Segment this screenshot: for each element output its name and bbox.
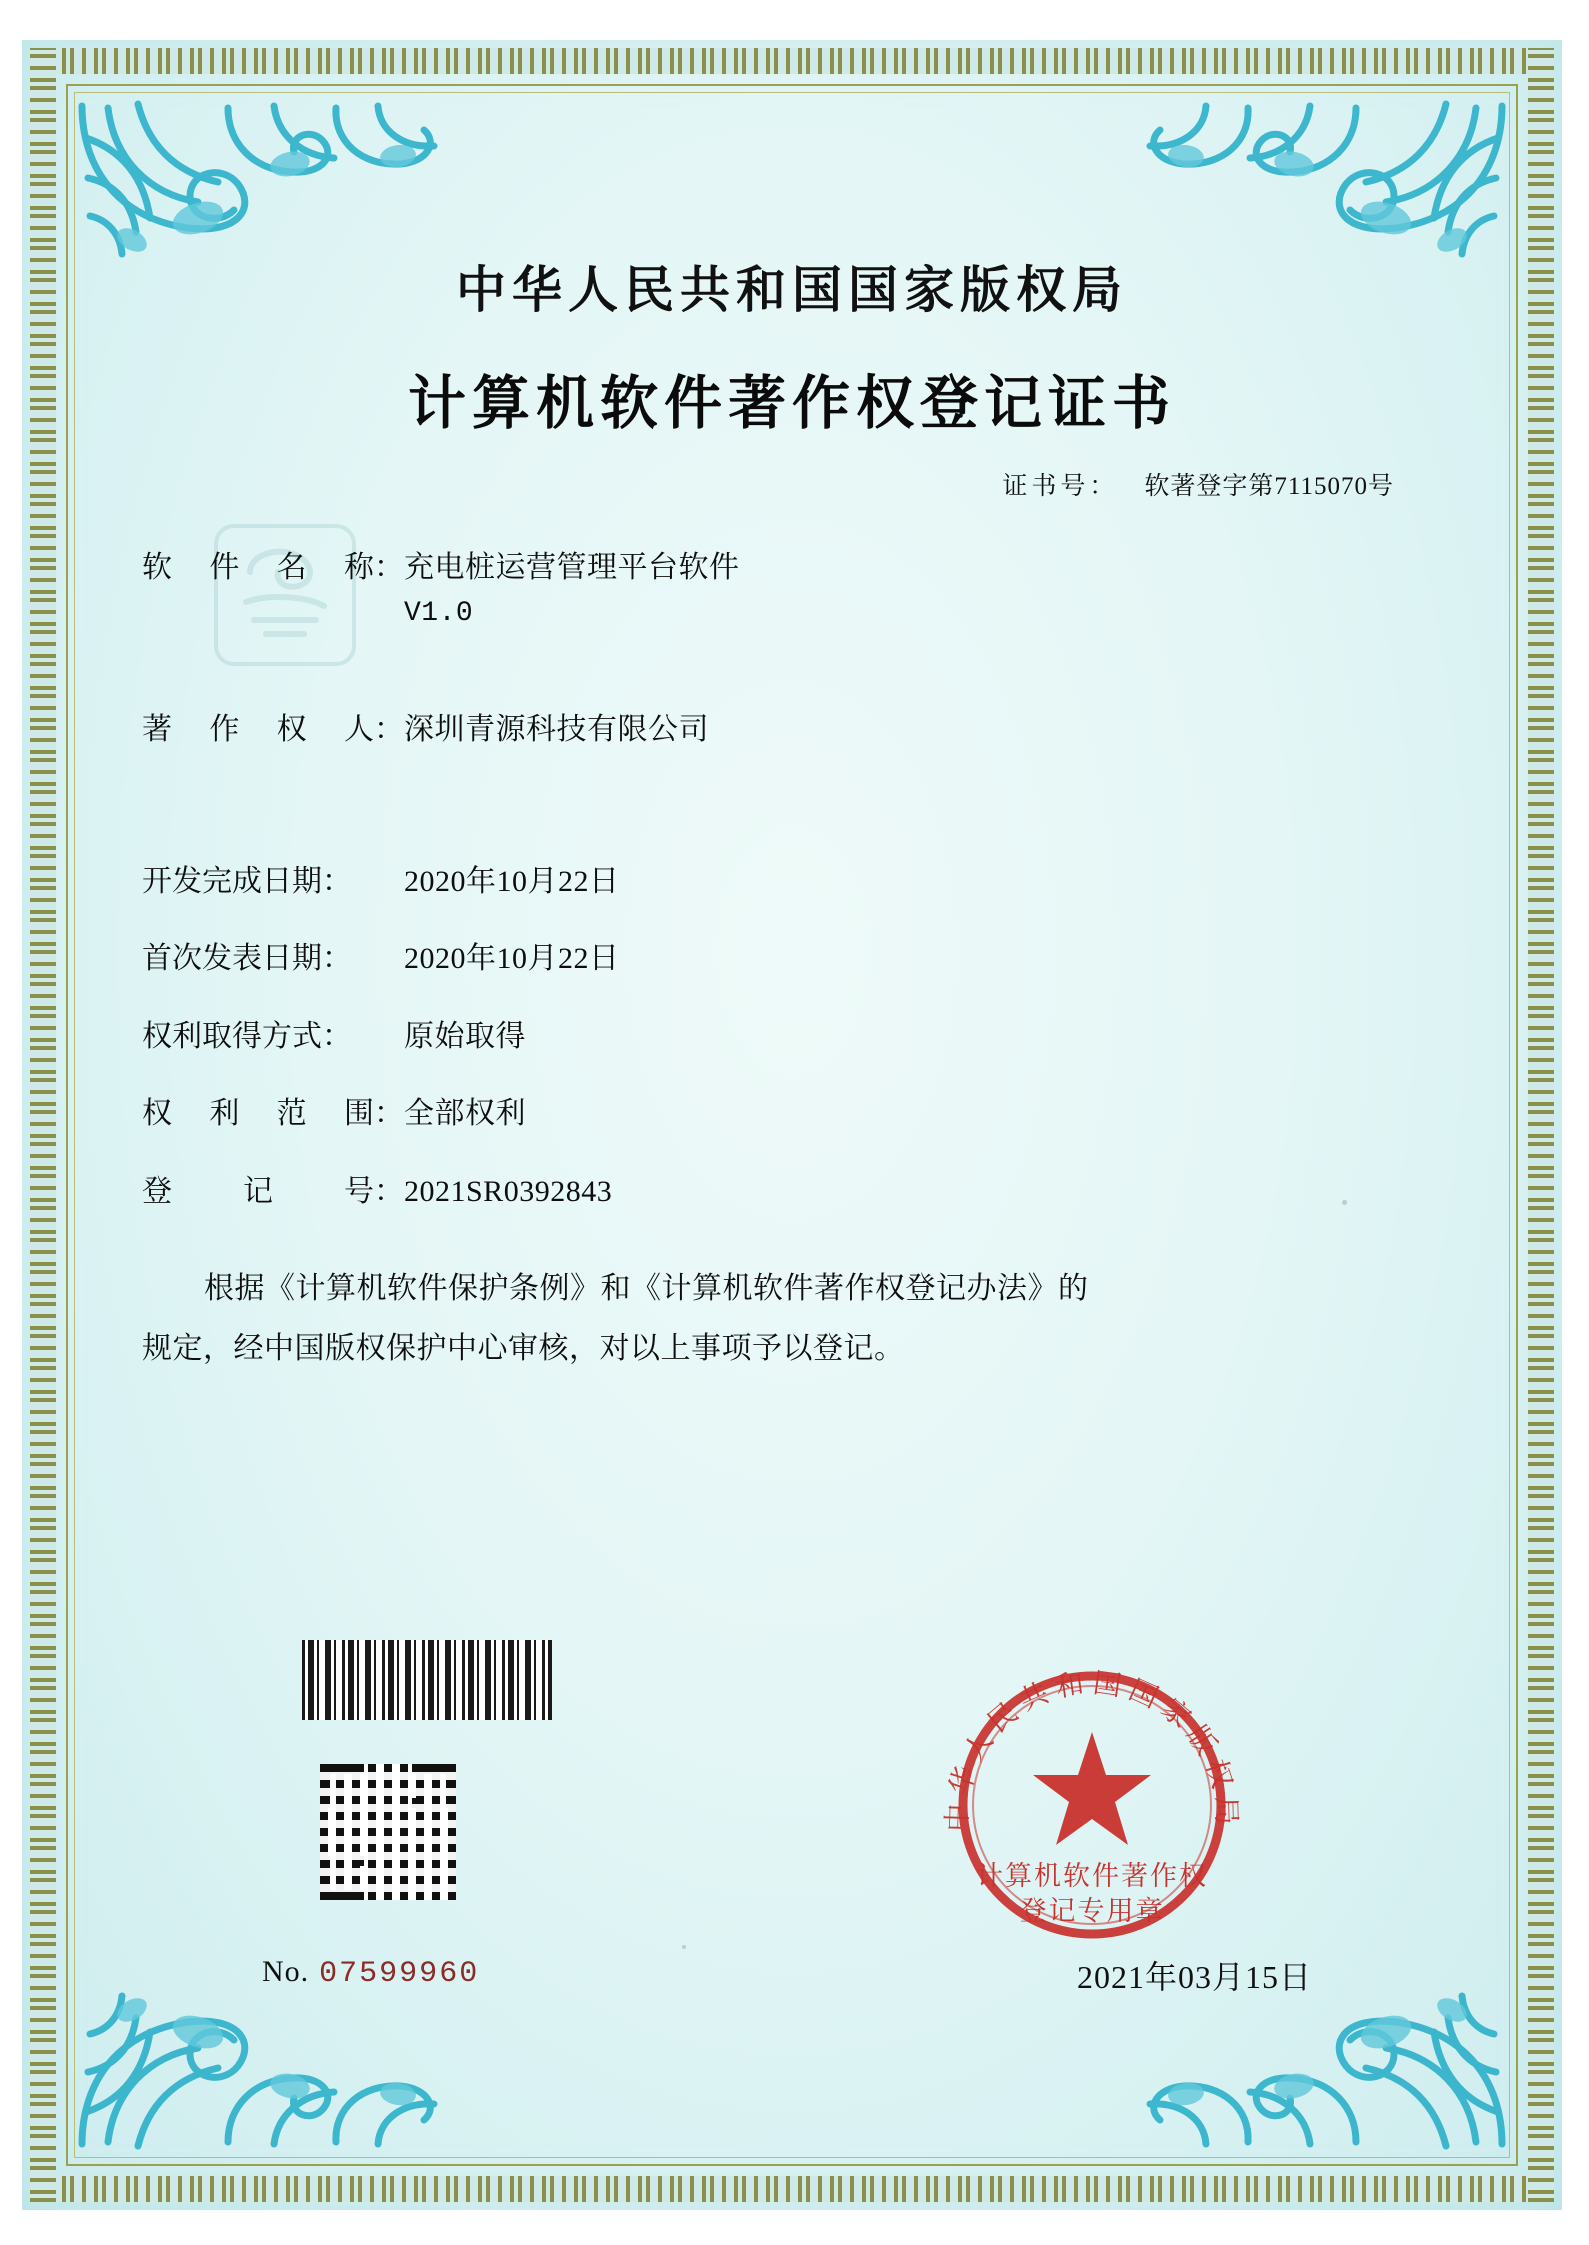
certificate-content bbox=[142, 250, 1442, 1379]
label-char: 登 bbox=[142, 1174, 172, 1208]
certificate-number-label: 证书号： bbox=[1002, 473, 1119, 500]
paper-speck bbox=[1342, 1200, 1347, 1205]
field-development-date bbox=[142, 860, 1442, 904]
label-char: 号： bbox=[344, 1174, 404, 1208]
label-char: 权 bbox=[276, 713, 307, 747]
issue-date: 2021年03月15日 bbox=[1076, 1959, 1312, 1995]
label-char: 名 bbox=[276, 551, 307, 584]
label-char: 范 bbox=[276, 1097, 307, 1131]
field-registration-number bbox=[142, 1170, 1442, 1214]
ornament-top-right bbox=[1126, 98, 1506, 268]
field-registration-number-value: 2021SR0392843 bbox=[404, 1174, 613, 1208]
ornament-bottom-right bbox=[1126, 1982, 1506, 2152]
legal-statement-line-1: 根据《计算机软件保护条例》和《计算机软件著作权登记办法》的 bbox=[204, 1272, 1089, 1306]
label-char: 作 bbox=[209, 713, 240, 747]
software-version-text: V1.0 bbox=[404, 597, 474, 629]
seal-star-icon bbox=[1033, 1732, 1151, 1845]
label-char: 围： bbox=[343, 1097, 404, 1131]
software-name-text: 充电桩运营管理平台软件 bbox=[404, 551, 740, 584]
field-rights-acquisition bbox=[142, 1015, 1442, 1059]
ornament-bottom-left bbox=[78, 1982, 458, 2152]
border-meander-top bbox=[30, 48, 1554, 74]
field-rights-acquisition-label: 权利取得方式： bbox=[142, 1019, 352, 1053]
paper-speck bbox=[682, 1945, 686, 1949]
label-char: 权 bbox=[142, 1097, 172, 1131]
page-title: 计算机软件著作权登记证书 bbox=[407, 371, 1176, 436]
label-char: 利 bbox=[209, 1097, 240, 1131]
label-char: 人： bbox=[343, 713, 404, 747]
certificate-sheet bbox=[22, 40, 1562, 2210]
field-software-name-label bbox=[142, 546, 404, 590]
legal-statement bbox=[142, 1259, 1442, 1379]
legal-statement-line-2: 规定，经中国版权保护中心审核，对以上事项予以登记。 bbox=[142, 1332, 905, 1366]
ornament-top-left bbox=[78, 98, 458, 268]
border-meander-left bbox=[30, 48, 56, 2202]
issuer-title: 中华人民共和国国家版权局 bbox=[456, 262, 1128, 318]
certificate-number-value: 软著登字第7115070号 bbox=[1144, 473, 1394, 500]
field-registration-number-label bbox=[142, 1170, 404, 1214]
field-rights-acquisition-value: 原始取得 bbox=[404, 1019, 526, 1053]
field-first-publish-date-value: 2020年10月22日 bbox=[404, 942, 620, 976]
label-char: 记 bbox=[243, 1174, 273, 1208]
barcode bbox=[302, 1640, 552, 1720]
label-char: 著 bbox=[142, 713, 172, 747]
field-copyright-owner-label bbox=[142, 708, 404, 752]
certificate-number bbox=[142, 466, 1442, 502]
qr-code bbox=[320, 1764, 456, 1900]
field-rights-scope-label bbox=[142, 1092, 404, 1136]
official-seal bbox=[927, 1640, 1257, 1970]
field-development-date-value: 2020年10月22日 bbox=[404, 864, 620, 898]
field-first-publish-date bbox=[142, 937, 1442, 981]
field-software-name-value bbox=[404, 546, 1442, 634]
label-char: 称： bbox=[343, 551, 404, 584]
field-rights-scope bbox=[142, 1092, 1442, 1136]
field-rights-scope-value: 全部权利 bbox=[404, 1097, 526, 1131]
seal-line-1: 计算机软件著作权 bbox=[976, 1861, 1208, 1891]
label-char: 软 bbox=[142, 551, 172, 584]
label-char: 件 bbox=[209, 551, 240, 584]
field-copyright-owner-value: 深圳青源科技有限公司 bbox=[404, 713, 709, 747]
field-development-date-label: 开发完成日期： bbox=[142, 864, 352, 898]
field-copyright-owner bbox=[142, 708, 1442, 752]
border-meander-bottom bbox=[30, 2176, 1554, 2202]
border-meander-right bbox=[1528, 48, 1554, 2202]
serial-number-label: No. bbox=[262, 1955, 310, 1988]
serial-number-value: 07599960 bbox=[319, 1957, 480, 1991]
seal-ring-text: 中华人民共和国国家版权局 bbox=[942, 1668, 1242, 1833]
field-software-name bbox=[142, 546, 1442, 634]
seal-line-2: 登记专用章 bbox=[1019, 1896, 1165, 1926]
serial-number bbox=[262, 1955, 479, 1991]
field-first-publish-date-label: 首次发表日期： bbox=[142, 942, 352, 976]
